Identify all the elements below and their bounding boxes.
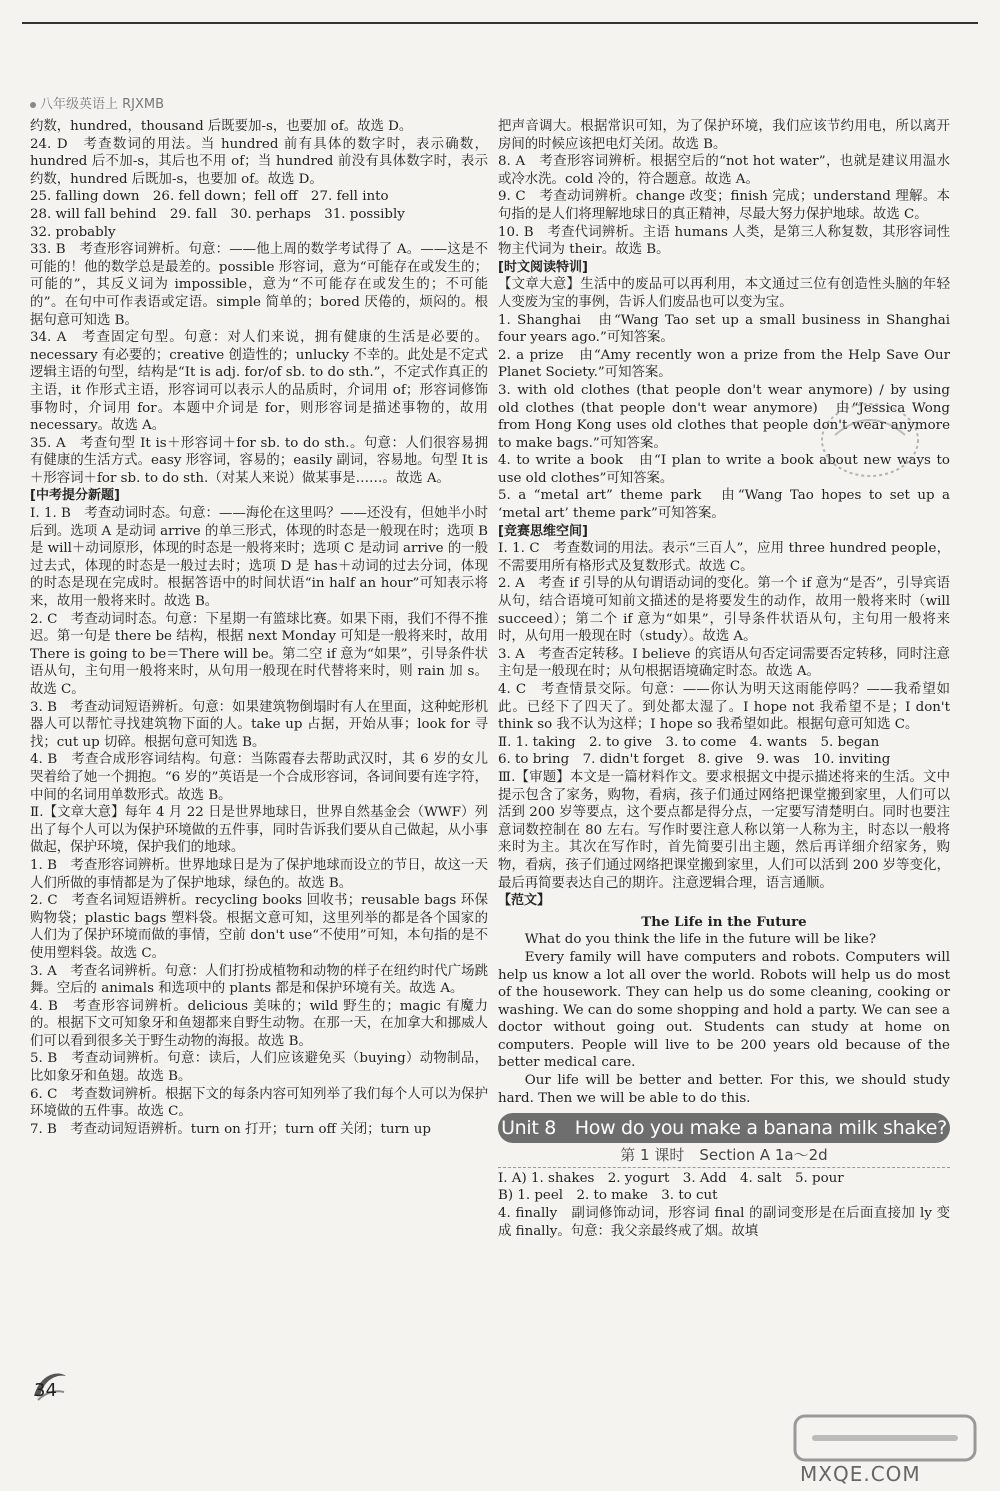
answer-line: 25. falling down 26. fell down；fell off 27. fell into xyxy=(30,189,389,205)
answer-line: Ⅰ. 1. B 考查动词时态。句意：——海伦在这里吗？——还没有，但她半小时后到。选项 A 是动词 arrive 的单三形式，体现的时态是一般现在时；选项 B 是 will＋动词原形，体现的时态是一般将来时；选项 C 是动词 arrive 的一般过去式，体现的时态是一般过去时；选项 D 是 has＋动词的过去分词，体现的时态是现在完成时。根据答语中的时间状语“in half an hour”可知表示将来，故用一般将来时。故选 B。 xyxy=(30,506,488,610)
section-heading: [竞赛思维空间] xyxy=(498,523,588,539)
answer-line: Ⅱ. 1. taking 2. to give 3. to come 4. wants 5. began xyxy=(498,734,880,750)
answer-line: 5. a “metal art” theme park 由“Wang Tao hopes to set up a ‘metal art’ theme park”可知答案。 xyxy=(498,488,950,522)
page-number: 34 xyxy=(34,1380,57,1401)
bullet-icon xyxy=(30,102,36,108)
answer-line: Ⅰ. A) 1. shakes 2. yogurt 3. Add 4. salt 5. pour xyxy=(498,1170,844,1186)
lesson-title: 第 1 课时 Section A 1a～2d xyxy=(498,1147,950,1168)
answer-line: Ⅱ.【文章大意】每年 4 月 22 日是世界地球日，世界自然基金会（WWF）列出了每个人可以为保护环境做的五件事，同时告诉我们要从自己做起，从小事做起，保护环境，保护我们的地球。 xyxy=(30,805,488,856)
answer-line: 2. C 考查动词时态。句意：下星期一有篮球比赛。如果下雨，我们不得不推迟。第一句是 there be 结构，根据 next Monday 可知是一般将来时，故用 There is going to be＝There will be。第二空 if 意为“如果”，引导条件状语从句，主句用一般将来时，从句用一般现在时代替将来时，则 rain 加 s。故选 C。 xyxy=(30,611,488,697)
answer-line: 34. A 考查固定句型。句意：对人们来说，拥有健康的生活是必要的。necessary 有必要的；creative 创造性的；unlucky 不幸的。此处是不定式逻辑主语的句型，结构是“It is adj. for/of sb. to do sth.”，不定式作真正的主语，it 作形式主语，形容词可以表示人的品质时，介词用 of；形容词修饰事物时，介词用 for。本题中介词是 for，则形容词是描述事物的，故用 necessary。故选 A。 xyxy=(30,330,488,434)
answer-line: 2. A 考查 if 引导的从句谓语动词的变化。第一个 if 意为“是否”，引导宾语从句，结合语境可知前文描述的是将要发生的动作，故用一般将来时（will succeed）；第二个 if 意为“如果”，引导条件状语从句，主句用一般将来时，从句用一般现在时（study）。故选 A。 xyxy=(498,576,950,645)
handwritten-mark-icon xyxy=(815,395,925,485)
right-column xyxy=(498,118,950,1240)
answer-line: 10. B 考查代词辨析。主语 humans 人类，是第三人称复数，其形容词性物主代词为 their。故选 B。 xyxy=(498,224,950,258)
answer-line: 2. a prize 由“Amy recently won a prize from the Help Save Our Planet Society.”可知答案。 xyxy=(498,347,950,381)
answer-line: 4. B 考查形容词辨析。delicious 美味的；wild 野生的；magic 有魔力的。根据下文可知象牙和鱼翅都来自野生动物。在那一天，在加拿大和挪威人们可以看到很多关于野生动物的海报。故选 B。 xyxy=(30,998,488,1049)
answer-line: 5. B 考查动词辨析。句意：读后，人们应该避免买（buying）动物制品，比如象牙和鱼翅。故选 B。 xyxy=(30,1051,488,1085)
answer-line: 4. C 考查情景交际。句意：——你认为明天这雨能停吗？——我希望如此。已经下了四天了。到处都太湿了。I hope not 我希望不是；I don't think so 我不认为这样；I hope so 我希望如此。根据句意可知选 C。 xyxy=(498,682,950,733)
answer-line: 7. B 考查动词短语辨析。turn on 打开；turn off 关闭；turn up xyxy=(30,1121,431,1137)
answer-line: 3. with old clothes (that people don't wear anymore) / by using old clothes (that people don't wear anymore) 由“Jessica Wong from Hong Kong uses old clothes that people don't wear anymore to make bags.”可知答案。 xyxy=(498,382,950,451)
answer-line: 1. Shanghai 由“Wang Tao set up a small business in Shanghai four years ago.”可知答案。 xyxy=(498,312,950,346)
unit-banner: Unit 8 How do you make a banana milk shake? xyxy=(498,1113,950,1143)
answer-line: B) 1. peel 2. to make 3. to cut xyxy=(498,1188,718,1204)
answer-line: 3. A 考查名词辨析。句意：人们打扮成植物和动物的样子在纽约时代广场跳舞。空后的 animals 和选项中的 plants 都是和保护环境有关。故选 A。 xyxy=(30,963,488,997)
header-text: 八年级英语上 RJXMB xyxy=(40,97,165,112)
answer-line: 约数，hundred，thousand 后既要加-s，也要加 of。故选 D。 xyxy=(30,119,413,134)
answer-line: 24. D 考查数词的用法。当 hundred 前有具体的数字时，表示确数，hundred 后不加-s，其后也不用 of；当 hundred 前没有具体数字时，表示约数，hundred 后既加-s，也要加 of。故选 D。 xyxy=(30,136,488,187)
answer-line: Ⅲ.【审题】本文是一篇材料作文。要求根据文中提示描述将来的生活。文中提示包含了家务，购物，看病，孩子们通过网络把课堂搬到家里，人们可以活到 200 岁等要点，这个要点都是得分点，一定要写清楚明白。同时也要注意词数控制在 80 左右。写作时要注意人称以第一人称为主，时态以一般将来时为主。其次在写作时，首先简要引出主题，然后再详细介绍家务，购物，看病，孩子们通过网络把课堂搬到家里，人们可以活到 200 岁等变化，最后再简要表达自己的期许。注意逻辑合理，语言通顺。 xyxy=(498,769,950,891)
answer-line: 4. B 考查合成形容词结构。句意：当陈霞春去帮助武汉时，其 6 岁的女儿哭着给了她一个拥抱。“6 岁的”英语是一个合成形容词，各词间要有连字符，中间的名词用单数形式。故选 B。 xyxy=(30,752,488,803)
answer-line: 【文章大意】生活中的废品可以再利用，本文通过三位有创造性头脑的年轻人变废为宝的事例，告诉人们废品也可以变为宝。 xyxy=(498,277,950,310)
section-heading: 【范文】 xyxy=(498,893,551,909)
answer-line: 6. to bring 7. didn't forget 8. give 9. was 10. inviting xyxy=(498,752,891,768)
answer-line: 1. B 考查形容词辨析。世界地球日是为了保护地球而设立的节日，故这一天人们所做的事情都是为了保护地球，绿色的。故选 B。 xyxy=(30,857,488,891)
essay-paragraph: What do you think the life in the future will be like? xyxy=(524,932,876,948)
essay-paragraph: Our life will be better and better. For this, we should study hard. Then we will be able to do this. xyxy=(498,1073,950,1106)
answer-line: 3. A 考查否定转移。I believe 的宾语从句否定词需要否定转移，同时注意主句是一般现在时；从句根据语境确定时态。故选 A。 xyxy=(498,646,950,680)
answer-line: Ⅰ. 1. C 考查数词的用法。表示“三百人”，应用 three hundred people，不需要用所有格形式及复数形式。故选 C。 xyxy=(498,541,950,574)
section-heading: [时文阅读特训] xyxy=(498,259,588,275)
answer-line: 32. probably xyxy=(30,224,116,240)
answer-line: 33. B 考查形容词辨析。句意：——他上周的数学考试得了 A。——这是不可能的！他的数学总是最差的。possible 形容词，意为“可能存在或发生的；可能的”，其反义词为 impossible，意为“不可能存在或发生的；不可能的”。在句中可作表语或定语。simple 简单的；bored 厌倦的，烦闷的。根据句意可知选 B。 xyxy=(30,242,488,328)
answer-line: 把声音调大。根据常识可知，为了保护环境，我们应该节约用电，所以离开房间的时候应该把电灯关闭。故选 B。 xyxy=(498,119,950,152)
answer-line: 6. C 考查数词辨析。根据下文的每条内容可知列举了我们每个人可以为保护环境做的五件事。故选 C。 xyxy=(30,1086,488,1120)
answer-line: 4. finally 副词修饰动词，形容词 final 的副词变形是在后面直接加 ly 变成 finally。句意：我父亲最终戒了烟。故填 xyxy=(498,1206,950,1239)
answer-line: 28. will fall behind 29. fall 30. perhaps 31. possibly xyxy=(30,206,405,222)
answer-line: 8. A 考查形容词辨析。根据空后的“not hot water”，也就是建议用温水或冷水洗。cold 冷的，符合题意。故选 A。 xyxy=(498,154,950,187)
essay-title: The Life in the Future xyxy=(641,913,807,930)
essay-paragraph: Every family will have computers and robots. Computers will help us know a lot all over the world. Robots will help us do most of the housework. They can help us do some cleaning, cooking or washing. We can do some shopping and hold a party. We can see a doctor without going out. Students can study at home on computers. People will live to be 200 years old because of the better medical care. xyxy=(498,949,950,1071)
answer-line: 9. C 考查动词辨析。change 改变；finish 完成；understand 理解。本句指的是人们将理解地球日的真正精神，尽最大努力保护地球。故选 C。 xyxy=(498,189,950,222)
page-header xyxy=(30,93,164,112)
answer-line: 35. A 考查句型 It is＋形容词＋for sb. to do sth.。句意：人们很容易拥有健康的生活方式。easy 形容词，容易的；easily 副词，容易地。句型 It is＋形容词＋for sb. to do sth.（对某人来说）做某事是……。故选 A。 xyxy=(30,435,488,486)
watermark-text: MXQE.COM xyxy=(800,1462,921,1486)
answer-line: 2. C 考查名词短语辨析。recycling books 回收书；reusable bags 环保购物袋；plastic bags 塑料袋。根据文意可知，这里列举的都是各个国家的人们为了保护环境而做的事情，空前 don't use“不使用”可知，本句指的是不使用塑料袋。故选 C。 xyxy=(30,893,488,961)
section-heading: [中考提分新题] xyxy=(30,488,120,504)
top-rule xyxy=(22,22,978,24)
answer-line: 3. B 考查动词短语辨析。句意：如果建筑物倒塌时有人在里面，这种蛇形机器人可以帮忙寻找建筑物下面的人。take up 占据，开始从事；look for 寻找；cut up 切碎。根据句意可知选 B。 xyxy=(30,699,488,750)
answer-line: 4. to write a book 由“I plan to write a book about new ways to use old clothes”可知答案。 xyxy=(498,453,950,486)
left-column xyxy=(30,118,488,1138)
